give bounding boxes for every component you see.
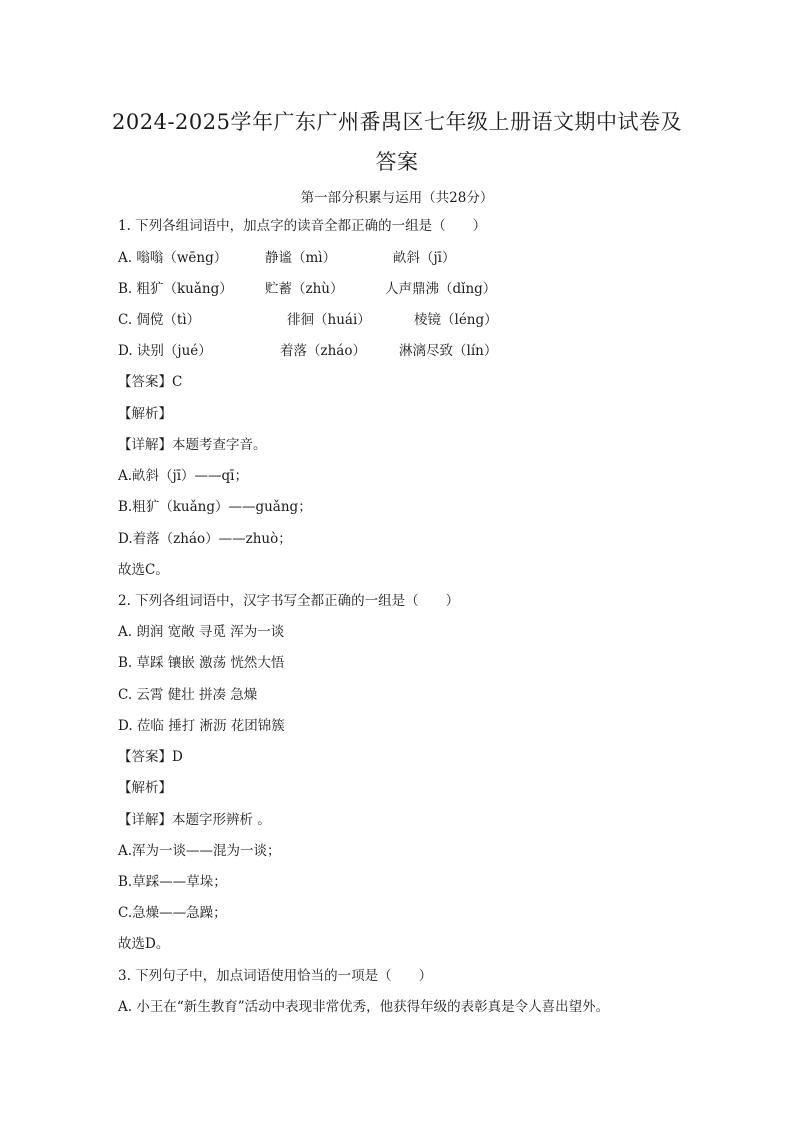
q1-option-a-item2: 静谧（mì） — [265, 250, 337, 266]
q2-option-b: B. 草踩 镶嵌 激荡 恍然大悟 — [118, 655, 285, 671]
q1-option-d-item2: 着落（zháo） — [280, 343, 366, 359]
section-heading: 第一部分积累与运用（共28分） — [300, 190, 494, 206]
q1-option-b-item1: B. 粗犷（kuǎng） — [118, 281, 233, 297]
q1-analysis-label: 【解析】 — [118, 406, 172, 422]
document-title-line1: 2024-2025学年广东广州番禺区七年级上册语文期中试卷及 — [112, 110, 682, 134]
q1-option-b-item2: 贮蓄（zhù） — [265, 281, 344, 297]
q2-note-b: B.草踩——草垛； — [118, 874, 227, 890]
q1-answer: 【答案】C — [118, 374, 183, 390]
q2-answer: 【答案】D — [118, 749, 183, 765]
q2-option-a: A. 朗润 宽敞 寻觅 浑为一谈 — [118, 624, 285, 640]
q2-analysis-label: 【解析】 — [118, 780, 172, 796]
q2-note-a: A.浑为一谈——混为一谈； — [118, 843, 281, 859]
document-title-line2: 答案 — [375, 150, 419, 174]
q1-note-d: D.着落（zháo）——zhuò； — [118, 531, 292, 547]
q1-option-c-item1: C. 倜傥（tì） — [118, 312, 201, 328]
q3-stem: 3. 下列句子中，加点词语使用恰当的一项是（ ） — [118, 968, 433, 984]
q3-option-a: A. 小王在“新生教育”活动中表现非常优秀，他获得年级的表彰真是令人喜出望外。 — [118, 999, 610, 1015]
q2-note-c: C.急燥——急躁； — [118, 905, 227, 921]
q1-note-a: A.畝斜（jī）——qī； — [118, 468, 249, 484]
q1-option-a-item3: 畝斜（jī） — [393, 250, 456, 266]
q1-note-b: B.粗犷（kuǎng）——guǎng； — [118, 499, 312, 515]
q1-option-d-item3: 淋漓尽致（lín） — [399, 343, 498, 359]
q1-option-a-item1: A. 嗡嗡（wēng） — [118, 250, 228, 266]
q2-option-c: C. 云霄 健壮 拼凑 急燥 — [118, 687, 258, 703]
q1-option-c-item2: 徘徊（huái） — [287, 312, 371, 328]
q1-option-b-item3: 人声鼎沸（dǐng） — [385, 281, 497, 297]
q1-stem: 1. 下列各组词语中，加点字的读音全都正确的一组是（ ） — [118, 218, 487, 234]
q1-option-d-item1: D. 诀别（jué） — [118, 343, 212, 359]
q2-detail: 【详解】本题字形辨析 。 — [118, 812, 271, 828]
q2-conclusion: 故选D。 — [118, 936, 170, 952]
q1-detail: 【详解】本题考查字音。 — [118, 437, 267, 453]
q2-stem: 2. 下列各组词语中，汉字书写全都正确的一组是（ ） — [118, 593, 460, 609]
q2-option-d: D. 莅临 捶打 淅沥 花团锦簇 — [118, 718, 285, 734]
q1-option-c-item3: 棱镜（léng） — [414, 312, 498, 328]
q1-conclusion: 故选C。 — [118, 562, 169, 578]
